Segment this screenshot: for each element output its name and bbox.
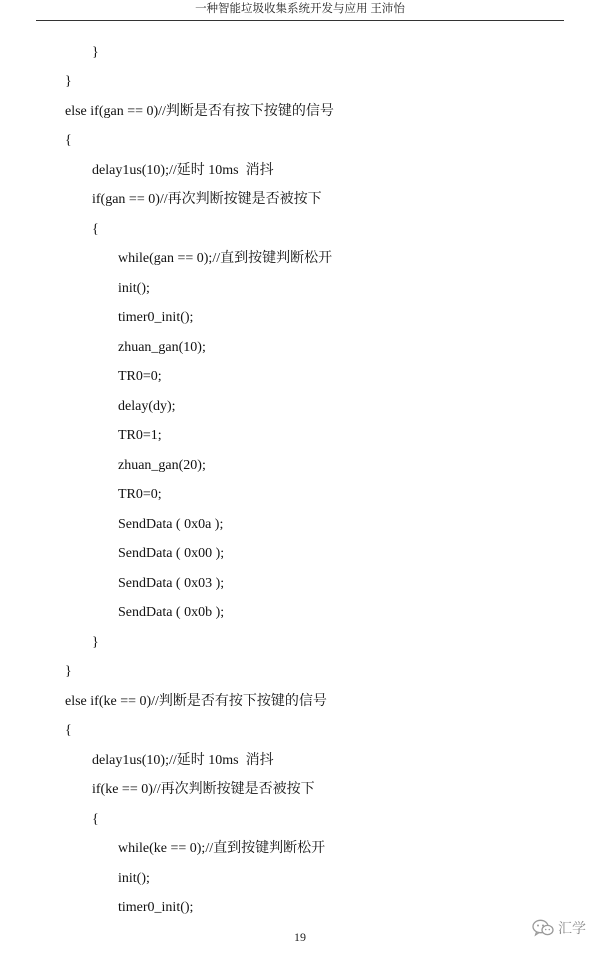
code-line: else if(ke == 0)//判断是否有按下按键的信号 — [65, 694, 327, 709]
code-line: } — [92, 635, 99, 650]
page-header — [36, 0, 564, 21]
watermark-text: 汇学 — [558, 921, 586, 937]
code-line: init(); — [118, 871, 150, 886]
code-line: if(ke == 0)//再次判断按键是否被按下 — [92, 782, 315, 797]
code-line: { — [65, 133, 72, 148]
code-line: SendData ( 0x0b ); — [118, 605, 225, 620]
code-line: zhuan_gan(10); — [118, 340, 206, 355]
code-line: timer0_init(); — [118, 310, 194, 325]
watermark — [532, 918, 586, 938]
code-line: delay1us(10);//延时 10ms 消抖 — [92, 753, 274, 768]
code-line: init(); — [118, 281, 150, 296]
code-line: SendData ( 0x00 ); — [118, 546, 225, 561]
code-line: delay(dy); — [118, 399, 176, 414]
code-line: TR0=0; — [118, 487, 162, 502]
code-line: { — [65, 723, 72, 738]
code-line: } — [65, 74, 72, 89]
code-line: delay1us(10);//延时 10ms 消抖 — [92, 163, 274, 178]
header-title: 一种智能垃圾收集系统开发与应用 王沛怡 — [195, 3, 405, 15]
code-line: SendData ( 0x03 ); — [118, 576, 225, 591]
code-line: while(ke == 0);//直到按键判断松开 — [118, 841, 326, 856]
code-line: TR0=1; — [118, 428, 162, 443]
code-line: SendData ( 0x0a ); — [118, 517, 224, 532]
code-line: } — [65, 664, 72, 679]
code-line: TR0=0; — [118, 369, 162, 384]
code-line: if(gan == 0)//再次判断按键是否被按下 — [92, 192, 322, 207]
code-line: zhuan_gan(20); — [118, 458, 206, 473]
code-line: } — [92, 45, 99, 60]
code-line: { — [92, 812, 99, 827]
code-line: while(gan == 0);//直到按键判断松开 — [118, 251, 333, 266]
code-line: else if(gan == 0)//判断是否有按下按键的信号 — [65, 104, 334, 119]
wechat-icon — [532, 919, 554, 937]
page-number: 19 — [294, 930, 306, 944]
code-line: timer0_init(); — [118, 900, 194, 915]
code-line: { — [92, 222, 99, 237]
